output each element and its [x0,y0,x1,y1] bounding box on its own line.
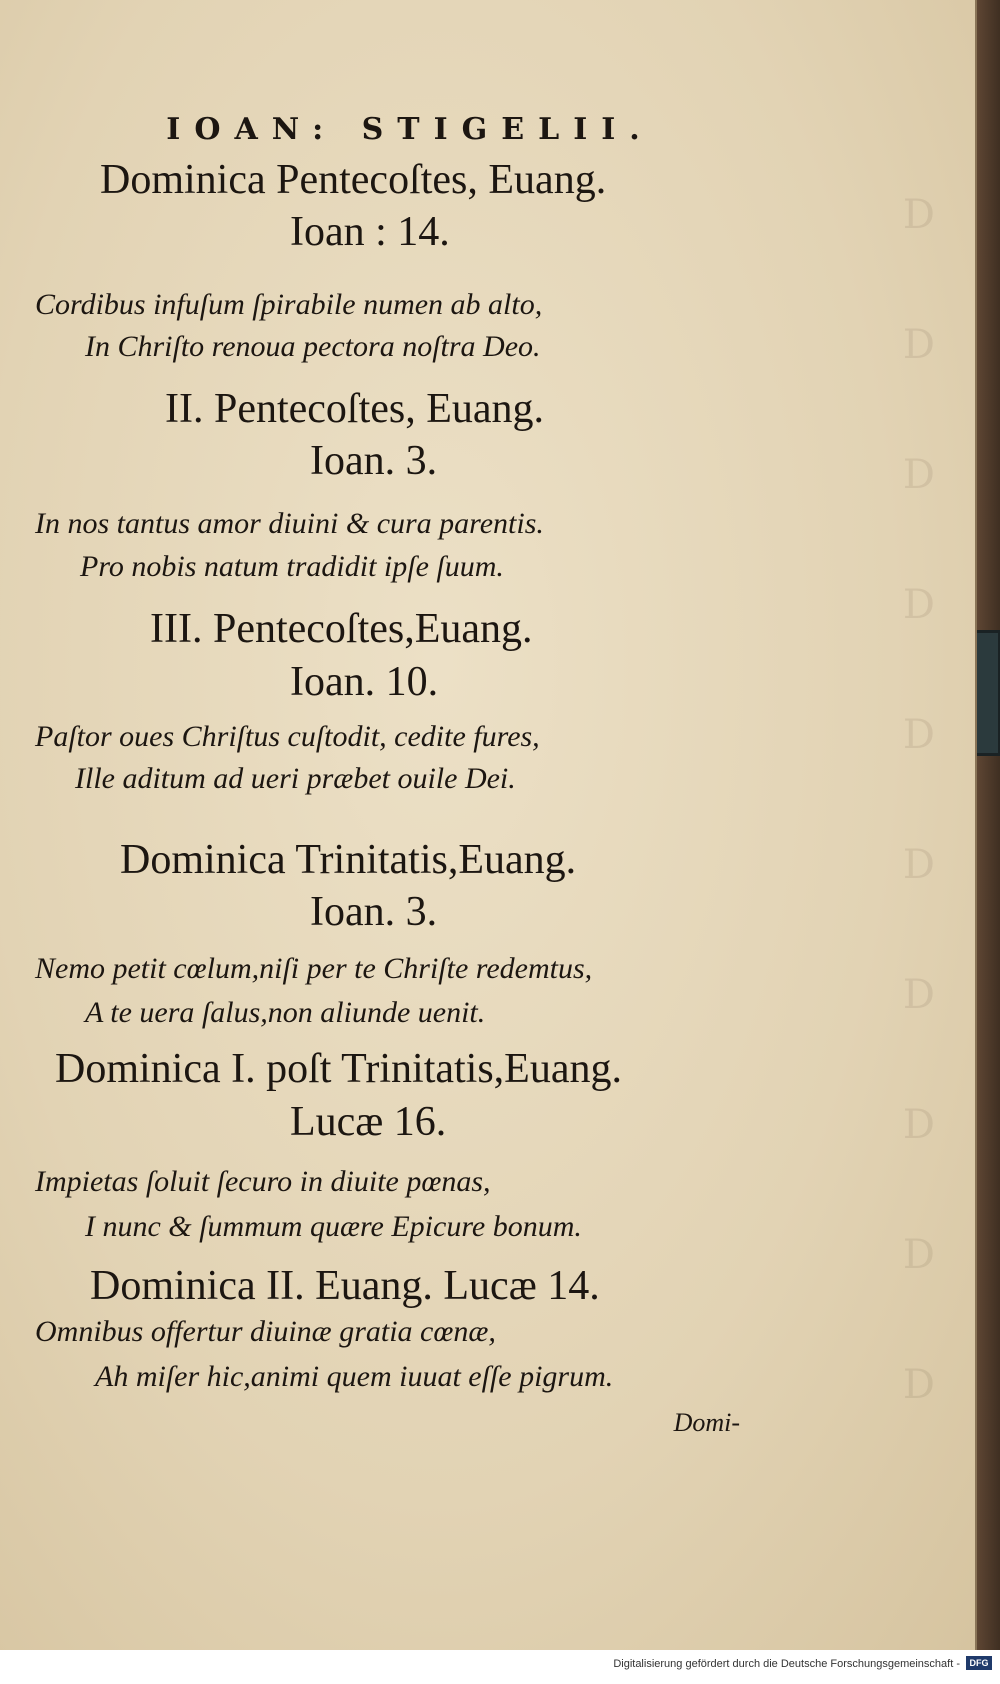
verse-line: In nos tantus amor diuini & cura parentis. [35,507,544,540]
section-reference: Ioan. 3. [310,889,438,935]
verse-line: I nunc & ſummum quære Epicure bonum. [85,1210,582,1243]
catchword: Domi- [673,1408,740,1437]
section-heading: Dominica Pentecoſtes, Euang. [100,157,607,203]
verse-line: Omnibus offertur diuinæ gratia cœnæ, [35,1315,496,1348]
section-reference: Ioan. 3. [310,438,438,484]
digitization-footer [0,1650,1000,1684]
section-heading: II. Pentecoſtes, Euang. [165,386,545,432]
verse-line: Ille aditum ad ueri præbet ouile Dei. [75,762,516,795]
section-reference: Ioan. 10. [290,659,439,705]
section-heading: Dominica I. poſt Trinitatis,Euang. [55,1046,622,1092]
show-through-text: D D D D D D D D D D [902,192,935,1408]
running-head: IOAN: STIGELII. [166,112,654,147]
verse-line: In Chriſto renoua pectora noſtra Deo. [85,330,541,363]
verse-line: Cordibus infuſum ſpirabile numen ab alto, [35,288,543,321]
section-heading: Dominica II. Euang. Lucæ 14. [90,1263,600,1309]
verse-line: Pro nobis natum tradidit ipſe ſuum. [80,550,504,583]
section-heading: Dominica Trinitatis,Euang. [120,837,577,883]
verse-line: A te uera ſalus,non aliunde uenit. [85,996,486,1029]
section-heading: III. Pentecoſtes,Euang. [150,606,533,652]
verse-line: Paſtor oues Chriſtus cuſtodit, cedite fures, [35,720,540,753]
funding-credit: Digitalisierung gefördert durch die Deutsche Forschungsgemeinschaft - [613,1658,960,1670]
verse-line: Nemo petit cœlum,niſi per te Chriſte redemtus, [35,952,593,985]
section-reference: Lucæ 16. [290,1099,447,1145]
verse-line: Ah miſer hic,animi quem iuuat eſſe pigrum. [95,1360,614,1393]
dfg-logo: DFG [966,1656,992,1670]
section-reference: Ioan : 14. [290,209,450,255]
verse-line: Impietas ſoluit ſecuro in diuite pœnas, [35,1165,491,1198]
